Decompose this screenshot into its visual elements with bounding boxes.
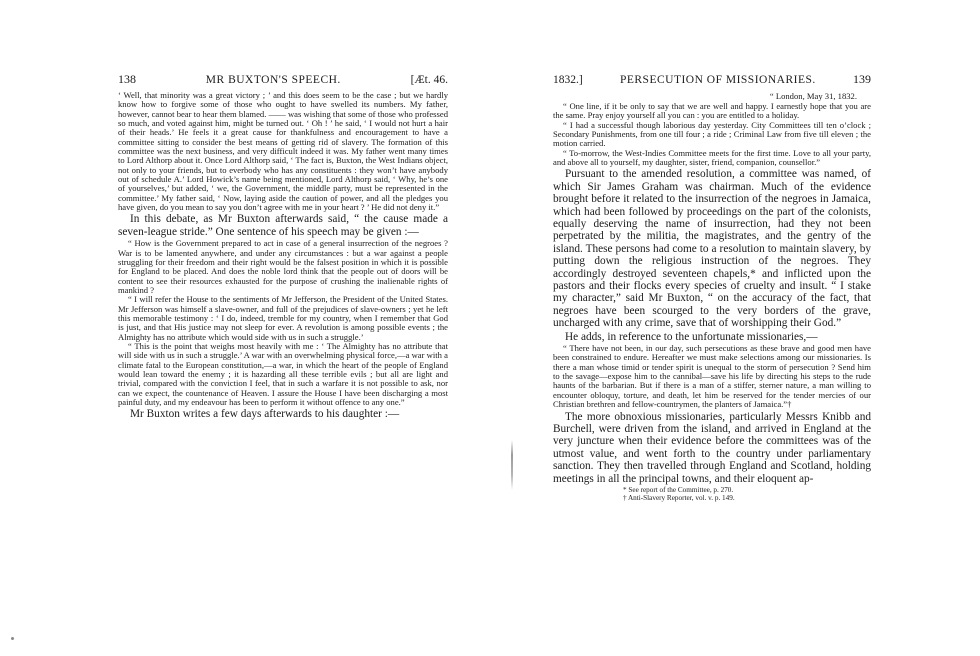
side-note: 1832.] bbox=[553, 74, 583, 86]
left-page-header bbox=[118, 72, 448, 86]
speech-quote-paragraph: “ How is the Government prepared to act in case of a general insurrection of the negroes ? War is to be lamented anywhere, and under any circumstances : but a war against a people struggling for their freedom and their right would be the falsest position in which it is possible for England to be placed. And does the noble lord think that the people out of doors will be content to see their resources exhausted for the purpose of crushing the inalienable rights of mankind ? bbox=[118, 238, 448, 295]
body-paragraph: Mr Buxton writes a few days afterwards to his daughter :— bbox=[130, 408, 400, 421]
running-title: MR BUXTON'S SPEECH. bbox=[205, 74, 341, 86]
letter-paragraph: “ One line, if it be only to say that we are well and happy. I earnestly hope that you are the same. Pray enjoy yourself all you can : you are entitled to a holiday. bbox=[553, 101, 871, 121]
speech-quote-paragraph: “ I will refer the House to the sentiments of Mr Jefferson, the President of the United States. Mr Jefferson was himself a slave-owner, and full of the prejudices of slave-owners ; yet he left this memorable testimony : ‘ I do, indeed, tremble for my country, when I remember that God is just, and that His justice may not sleep for ever. A revolution is among possible events ; the Almighty has no attribute which would side with us in such a struggle.’ bbox=[118, 294, 448, 342]
scan-speck bbox=[11, 637, 14, 640]
book-gutter-shadow bbox=[511, 440, 513, 490]
speech-quote-paragraph: “ This is the point that weighs most heavily with me : ‘ The Almighty has no attribute that will side with us in such a struggle.’ A war with an overwhelming physical force,—a war with a climate fatal to the European constitution,—a war, in which the heart of the people of England would lean toward the enemy ; it is hazarding all these terrible evils ; but all are light and trivial, compared with the conviction I feel, that in such a warfare it is not possible to ask, nor can we expect, the countenance of Heaven. I assure the House I have been discharging a most painful duty, and my endeavour has been to perform it without offence to any one.” bbox=[118, 341, 448, 408]
footnote: † Anti-Slavery Reporter, vol. v. p. 149. bbox=[623, 494, 735, 503]
page-number: 139 bbox=[852, 72, 871, 86]
right-page-header bbox=[553, 72, 871, 86]
letter-paragraph: “ I had a successful though laborious day yesterday. City Committees till ten o’clock ; Secondary Punishments, from one till four ; a ride ; Criminal Law from five till eleven ; the motion carried. bbox=[553, 119, 871, 149]
block-quote-paragraph: “ There have not been, in our day, such persecutions as these brave and good men have been constrained to endure. Hereafter we must make selections among our missionaries. Is there a man whose timid or tender spirit is unequal to the storm of persecution ? Send him to the savage—expose him to the cannibal—save his life by directing his steps to the rude haunts of the barbarian. But if there is a man of a stiffer, sterner nature, a man willing to encounter obloquy, torture, and death, let him be reserved for the tender mercies of our Christian brethren and fellow-countrymen, the planters of Jamaica.”† bbox=[553, 343, 871, 410]
body-paragraph: Pursuant to the amended resolution, a committee was named, of which Sir James Graham was chairman. Much of the evidence brought before it related to the insurrection of the negroes in Jamaica, which had been followed by proceedings on the part of the colonists, equally deserving the name of insurrection, had they not been perpetrated by the militia, the magistrates, and the gentry of the island. These persons had come to a resolution to maintain slavery, by putting down the religious instruction of the negroes. They accordingly destroyed seventeen chapels,* and inflicted upon the pastors and their flocks every species of cruelty and insult. “ I stake my character,” said Mr Buxton, “ on the accuracy of the fact, that negroes have been scourged to the very borders of the grave, uncharged with any crime, save that of worshipping their God.” bbox=[553, 168, 871, 330]
letter-paragraph: ‘ Well, that minority was a great victory ; ’ and this does seem to be the case ; but we hardly know how to forgive some of those who ought to have swelled its numbers. My father, however, cannot bear to hear them blamed. —— was wishing that some of those who professed so much, and voted against him, might be turned out. ‘ Oh ! ’ he said, ‘ I would not hurt a hair of their heads.’ He feels it a great cause for thankfulness and encouragement to have a committee sitting to consider the best means of getting rid of slavery. The formation of this committee was the next business, and very difficult indeed it was. My father went many times to Lord Althorp about it. Once Lord Althorp said, ‘ The fact is, Buxton, the West Indians object, not only to your friends, but to everbody who has any constituents : they won’t have anybody out of schedule A.’ Lord Howick’s name being mentioned, Lord Althorp said, ‘ Why, he’s one of yourselves,’ but added, ‘ we, the Government, the middle party, must be represented in the committee.’ My father said, ‘ Now, laying aside the caution of power, and all the pledges you have given, do you mean to say you don’t agree with me in your heart ? ’ He did not deny it.” bbox=[118, 90, 448, 213]
running-title: PERSECUTION OF MISSIONARIES. bbox=[619, 74, 816, 86]
body-paragraph: In this debate, as Mr Buxton afterwards said, “ the cause made a seven-league stride.” One sentence of his speech may be given :— bbox=[118, 213, 448, 238]
page-number: 138 bbox=[118, 72, 136, 86]
footnote: * See report of the Committee, p. 270. bbox=[623, 485, 734, 494]
right-page bbox=[553, 72, 871, 502]
letter-paragraph: “ To-morrow, the West-Indies Committee meets for the first time. Love to all your party, and above all to yourself, my daughter, sister, friend, companion, counsellor.” bbox=[553, 147, 871, 168]
letter-dateline: “ London, May 31, 1832. bbox=[769, 91, 857, 101]
body-paragraph: He adds, in reference to the unfortunate missionaries,— bbox=[565, 330, 818, 343]
left-page bbox=[118, 72, 448, 422]
side-note: [Æt. 46. bbox=[410, 74, 448, 86]
body-paragraph: The more obnoxious missionaries, particularly Messrs Knibb and Burchell, were driven from the island, and arrived in England at the very juncture when their evidence before the committees was of the utmost value, and went forth to the country under parliamentary sanction. They then travelled through England and Scotland, holding meetings in all the principal towns, and their eloquent ap- bbox=[553, 410, 871, 485]
